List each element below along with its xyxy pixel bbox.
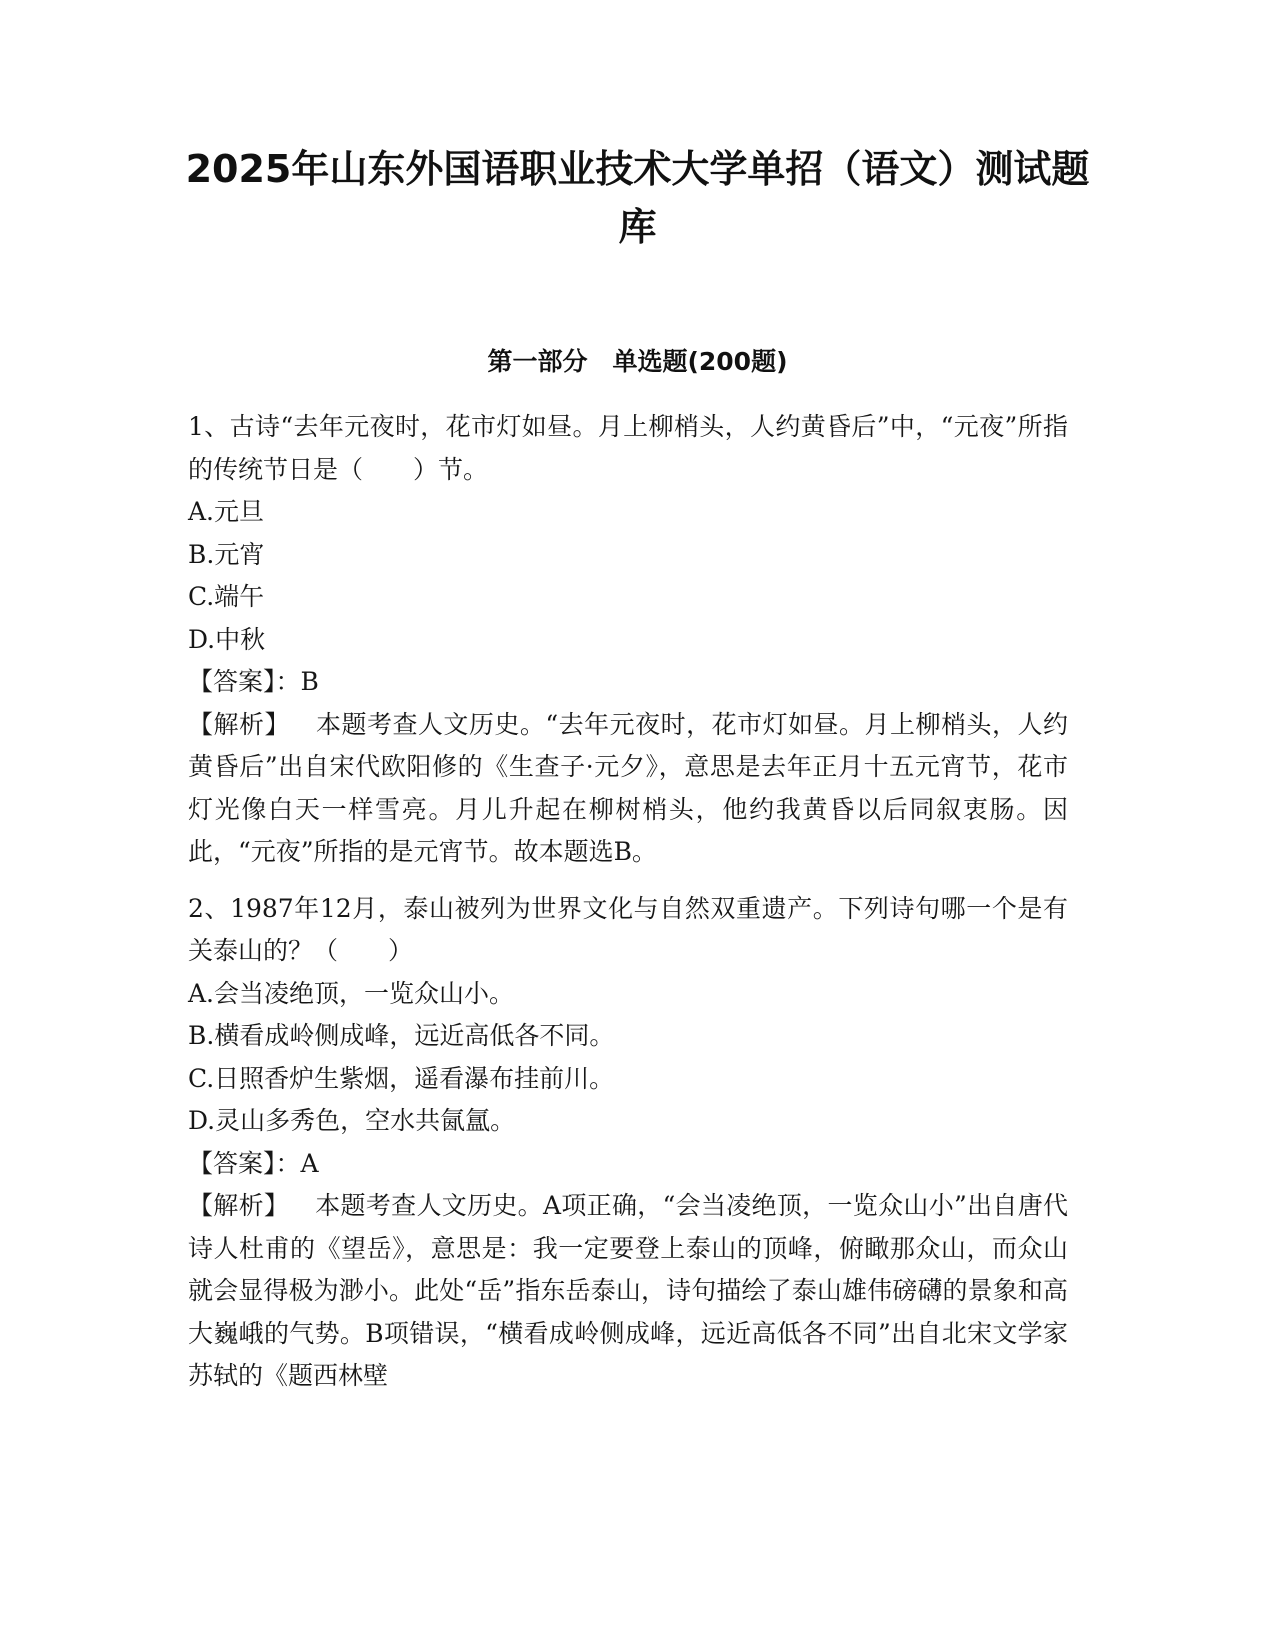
option-d: D.中秋 <box>188 624 266 654</box>
option-b: B.横看成岭侧成峰，远近高低各不同。 <box>188 1021 615 1050</box>
question-number: 2、 <box>188 893 231 923</box>
option-b: B.元宵 <box>188 539 265 569</box>
document-title: 2025年山东外国语职业技术大学单招（语文）测试题库 <box>185 147 1090 249</box>
explanation-label: 【解析】 <box>188 709 290 739</box>
option-d: D.灵山多秀色，空水共氤氲。 <box>188 1106 516 1135</box>
question-stem <box>188 406 1068 491</box>
answer-value: A <box>300 1148 319 1178</box>
question-text: 1987年12月，泰山被列为世界文化与自然双重遗产。下列诗句哪一个是有关泰山的？（ ） <box>188 893 1069 965</box>
answer-line <box>188 1143 1068 1186</box>
question-stem <box>188 888 1068 973</box>
option-a: A.会当凌绝顶，一览众山小。 <box>188 978 515 1008</box>
question-list <box>188 406 1068 1398</box>
explanation <box>188 1185 1068 1398</box>
answer-line <box>188 661 1068 704</box>
question-item <box>188 406 1068 874</box>
explanation <box>188 704 1068 874</box>
answer-value: B <box>300 667 319 696</box>
option-a: A.元旦 <box>188 497 265 526</box>
explanation-label: 【解析】 <box>188 1191 290 1220</box>
option-c: C.日照香炉生紫烟，遥看瀑布挂前川。 <box>188 1063 615 1093</box>
answer-label: 【答案】： <box>188 667 301 696</box>
explanation-text: 本题考查人文历史。A项正确，“会当凌绝顶，一览众山小”出自唐代诗人杜甫的《望岳》，意思是：我一定要登上泰山的顶峰，俯瞰那众山，而众山就会显得极为渺小。此处“岳”指东岳泰山，诗句描绘了泰山雄伟磅礴的景象和高大巍峨的气势。B项错误，“横看成岭侧成峰，远近高低各不同”出自北宋文学家苏轼的《题西林壁 <box>188 1191 1068 1390</box>
option-c: C.端午 <box>188 582 265 611</box>
question-number: 1、 <box>188 412 230 441</box>
question-text: 古诗“去年元夜时，花市灯如昼。月上柳梢头，人约黄昏后”中，“元夜”所指的传统节日是（ ）节。 <box>188 412 1068 484</box>
answer-label: 【答案】： <box>188 1148 301 1178</box>
section-heading: 第一部分 单选题(200题) <box>487 347 788 376</box>
explanation-text: 本题考查人文历史。“去年元夜时，花市灯如昼。月上柳梢头，人约黄昏后”出自宋代欧阳修的《生查子·元夕》，意思是去年正月十五元宵节，花市灯光像白天一样雪亮。月儿升起在柳树梢头，他约我黄昏以后同叙衷肠。因此，“元夜”所指的是元宵节。故本题选B。 <box>188 709 1068 866</box>
question-item <box>188 888 1068 1398</box>
